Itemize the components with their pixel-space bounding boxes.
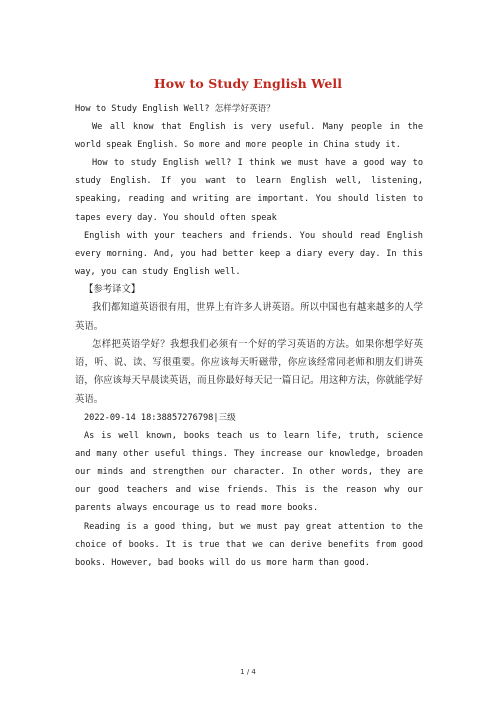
translation-paragraph-1: 我们都知道英语很有用，世界上有许多人讲英语。所以中国也有越来越多的人学英语。	[75, 302, 423, 332]
paragraph-how-to: How to study English well? I think we must have a good way to study English. If you want to learn English well, listening, speaking, reading and writing are important. You should listen to tapes every day. You should often speak	[75, 158, 423, 223]
document-title: How to Study English Well	[153, 76, 343, 91]
paragraph-continued: English with your teachers and friends. You should read English every morning. And, you had better keep a diary every day. In this way, you can study English well.	[75, 230, 423, 277]
translation-paragraph-2: 怎样把英语学好？我想我们必须有一个好的学习英语的方法。如果你想学好英语，听、说、读、写很重要。你应该每天听磁带，你应该经常同老师和朋友们讲英语，你应该每天早晨读英语，而且你最好每天记一篇日记。用这种方法，你就能学好英语。	[75, 338, 423, 405]
paragraph-books: As is well known, books teach us to learn life, truth, science and many other useful things. They increase our knowledge, broaden our minds and strengthen our character. In other words, they are our good teachers and wise friends. This is the reason why our parents always encourage us to read more books.	[75, 431, 423, 514]
translation-heading: 【参考译文】	[84, 283, 141, 295]
page-number: 1 / 4	[240, 668, 256, 676]
paragraph-reading: Reading is a good thing, but we must pay great attention to the choice of books. It is true that we can derive benefits from good books. However, bad books will do us more harm than good.	[75, 521, 423, 568]
paragraph-subtitle: How to Study English Well? 怎样学好英语？	[75, 104, 275, 114]
date-line: 2022-09-14 18:38857276798|三级	[84, 413, 236, 424]
document-body	[75, 100, 423, 572]
paragraph-intro: We all know that English is very useful. Many people in the world speak English. So more and more people in China study it.	[75, 122, 423, 151]
